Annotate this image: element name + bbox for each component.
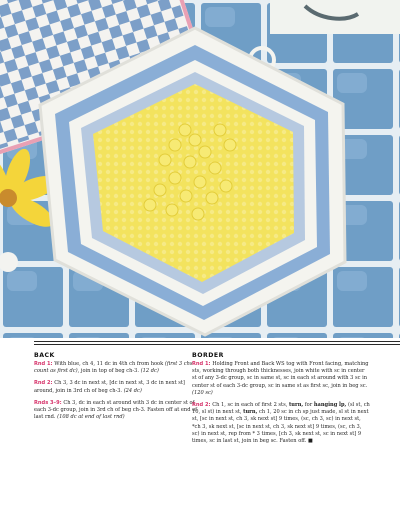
back-rounds-3-9: Rnds 3–9: Ch 3, dc in each st around with 3 dc in center st of each 3-dc group, join in 3rd ch of beg ch-3. Fasten off at end of last rnd. (108 dc at end of last rnd) <box>34 399 198 421</box>
border-column <box>192 352 370 450</box>
top-rule-inner <box>34 344 400 345</box>
top-rule <box>34 341 400 342</box>
back-heading: BACK <box>34 352 55 359</box>
back-round-1: Rnd 1: With blue, ch 4, 11 dc in 4th ch from hook (first 3 chs count as first dc), join in top of beg ch-3. (12 dc) <box>34 361 193 375</box>
end-square-icon: ■ <box>307 438 313 445</box>
border-heading: BORDER <box>192 352 224 359</box>
border-round-1: Rnd 1: Holding Front and Back WS tog with Front facing, matching sts, working through both thicknesses, join white with sc in center st of any 3-dc group, sc in same st, sc in each st around with 3 sc in center st of each 3-dc group, sc in same st as first sc, join in beg sc. (120 sc) <box>192 361 369 396</box>
border-round-2: Rnd 2: Ch 1, sc in each of first 2 sts, turn, for hanging lp, (sl st, ch 10, sl st) in next st, turn, ch 1, 20 sc in ch sp just made, sl st in next st, [sc in next st, ch 3, sk next st] 9 times, (sc, ch 3, sc) in next st, *ch 3, sk next st, [sc in next st, ch 3, sk next st] 9 times, (sc, ch 3, sc) in next st, rep from * 3 times, [ch 3, sk next st, sc in next st] 9 times, sc in last st, join in beg sc. Fasten off. ■ <box>192 402 370 445</box>
back-round-2: Rnd 2: Ch 3, 3 dc in next st, [dc in next st, 3 dc in next st] around, join in 3rd ch of beg ch-3. (24 dc) <box>34 380 185 394</box>
back-column <box>34 352 204 426</box>
